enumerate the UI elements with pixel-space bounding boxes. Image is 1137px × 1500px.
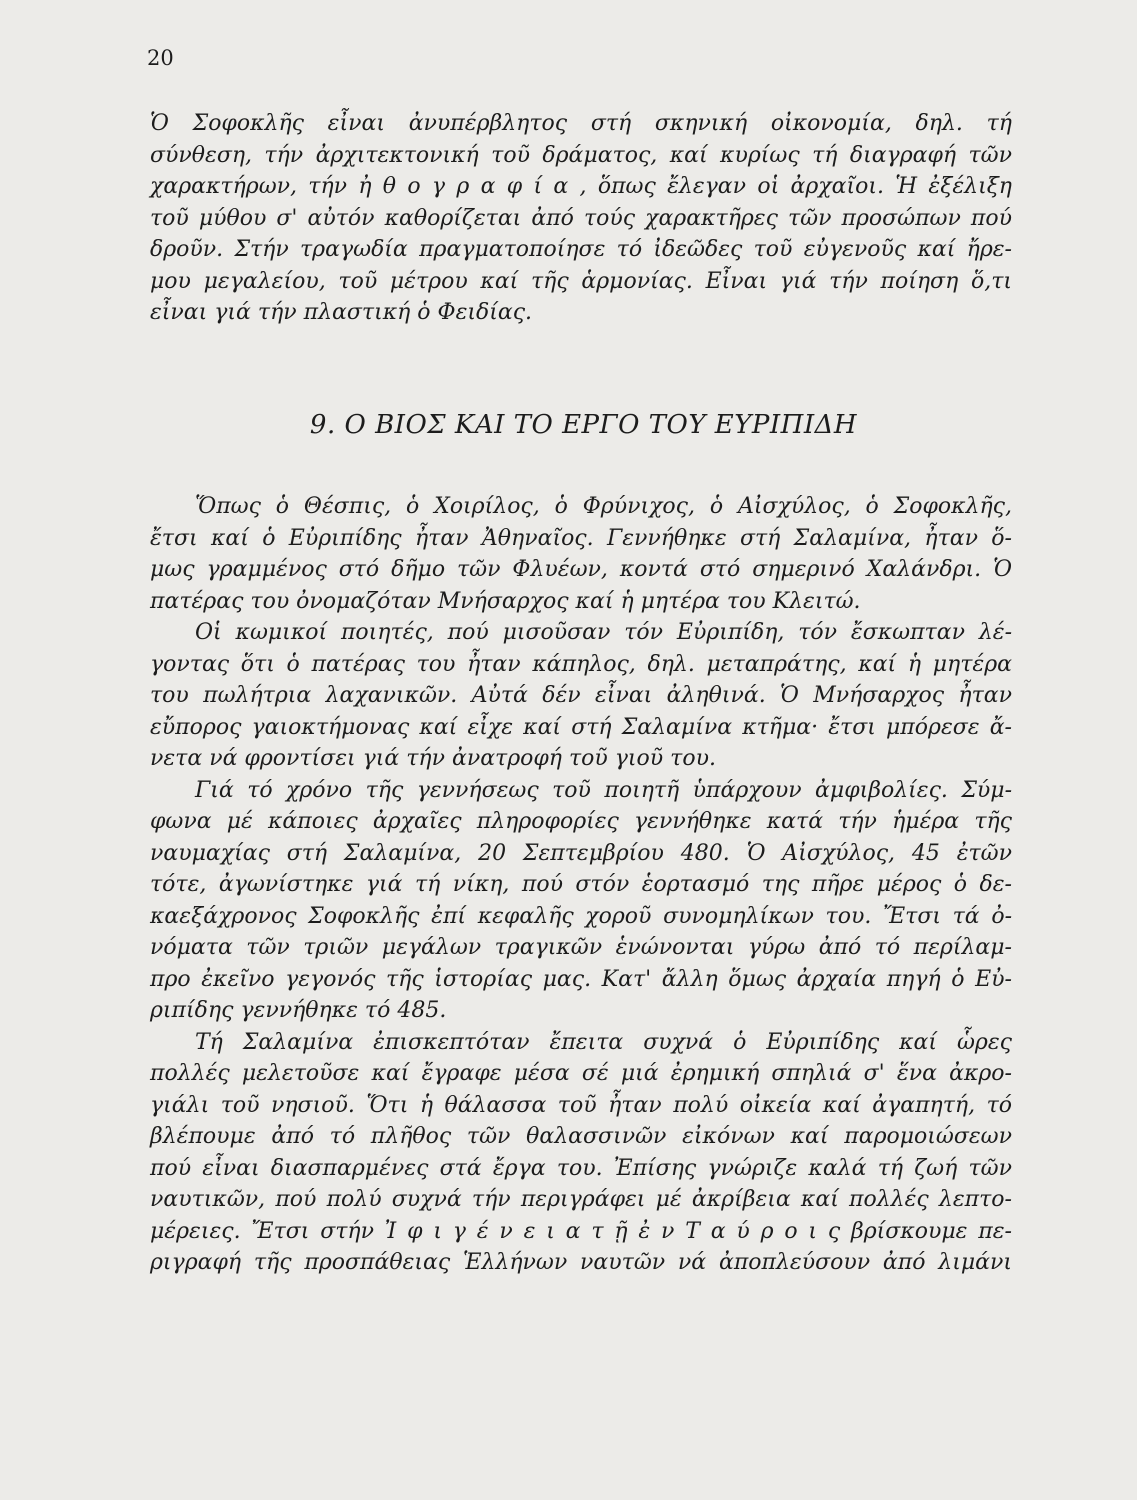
text-line: Τή Σαλαμίνα ἐπισκεπτόταν ἔπειτα συχνά ὁ Εὐριπίδης καί ὧρες [195, 1029, 1012, 1055]
intro-paragraph [150, 108, 1012, 329]
text-line: εἶναι γιά τήν πλαστική ὁ Φειδίας. [150, 300, 533, 325]
text-line: ναυμαχίας στή Σαλαμίνα, 20 Σεπτεμβρίου 480. Ὁ Αἰσχύλος, 45 ἐτῶν [150, 840, 1012, 866]
text-line: Ὁ Σοφοκλῆς εἶναι ἀνυπέρβλητος στή σκηνική οἰκονομία, δηλ. τή [150, 111, 1012, 136]
text-line: μέρειες. Ἔτσι στήν Ἰ φ ι γ έ ν ε ι α τ ῇ ἐ ν Τ α ύ ρ ο ι ς βρίσκουμε πε- [150, 1218, 1012, 1244]
text-line: ναυτικῶν, πού πολύ συχνά τήν περιγράφει μέ ἀκρίβεια καί πολλές λεπτο- [150, 1187, 1012, 1212]
text-line: πολλές μελετοῦσε καί ἔγραφε μέσα σέ μιά ἐρημική σπηλιά σ' ἕνα ἀκρο- [150, 1061, 1012, 1086]
paragraph [150, 617, 1012, 775]
text-line: ἔτσι καί ὁ Εὐριπίδης ἦταν Ἀθηναῖος. Γεννήθηκε στή Σαλαμίνα, ἦταν ὅ- [150, 525, 1012, 551]
text-line: ριγραφή τῆς προσπάθειας Ἑλλήνων ναυτῶν νά ἀποπλεύσουν ἀπό λιμάνι [150, 1250, 1012, 1275]
text-line: μως γραμμένος στό δῆμο τῶν Φλυέων, κοντά στό σημερινό Χαλάνδρι. Ὁ [150, 557, 1012, 582]
text-line: μου μεγαλείου, τοῦ μέτρου καί τῆς ἁρμονίας. Εἶναι γιά τήν ποίηση ὅ,τι [150, 268, 1012, 294]
text-line: γοντας ὅτι ὁ πατέρας του ἦταν κάπηλος, δηλ. μεταπράτης, καί ἡ μητέρα [150, 651, 1012, 677]
text-line: προ ἐκεῖνο γεγονός τῆς ἱστορίας μας. Κατ' ἄλλη ὅμως ἀρχαία πηγή ὁ Εὐ- [150, 966, 1012, 992]
text-line: καεξάχρονος Σοφοκλῆς ἐπί κεφαλῆς χοροῦ συνομηλίκων του. Ἔτσι τά ὀ- [150, 903, 1012, 929]
paragraph [150, 775, 1012, 1027]
text-line: Οἱ κωμικοί ποιητές, πού μισοῦσαν τόν Εὐριπίδη, τόν ἔσκωπταν λέ- [195, 620, 1012, 645]
text-line: χαρακτήρων, τήν ἠ θ ο γ ρ α φ ί α , ὅπως ἔλεγαν οἱ ἀρχαῖοι. Ἡ ἐξέλιξη [150, 174, 1012, 199]
text-line: του πωλήτρια λαχανικῶν. Αὐτά δέν εἶναι ἀληθινά. Ὁ Μνήσαρχος ἦταν [150, 683, 1012, 708]
text-line: πού εἶναι διασπαρμένες στά ἔργα του. Ἐπίσης γνώριζε καλά τή ζωή τῶν [150, 1155, 1012, 1181]
text-line: δροῦν. Στήν τραγωδία πραγματοποίησε τό ἰδεῶδες τοῦ εὐγενοῦς καί ἤρε- [150, 237, 1012, 262]
text-line: Ὅπως ὁ Θέσπις, ὁ Χοιρίλος, ὁ Φρύνιχος, ὁ Αἰσχύλος, ὁ Σοφοκλῆς, [195, 494, 1012, 519]
text-line: φωνα μέ κάποιες ἀρχαῖες πληροφορίες γεννήθηκε κατά τήν ἡμέρα τῆς [150, 809, 1012, 834]
text-line: εὔπορος γαιοκτήμονας καί εἶχε καί στή Σαλαμίνα κτῆμα· ἔτσι μπόρεσε ἄ- [150, 714, 1012, 740]
text-line: ριπίδης γεννήθηκε τό 485. [150, 998, 447, 1023]
paragraph [150, 1027, 1012, 1279]
body-text [150, 491, 1012, 1279]
text-line: πατέρας του ὀνομαζόταν Μνήσαρχος καί ἡ μητέρα του Κλειτώ. [150, 588, 861, 614]
text-line: τοῦ μύθου σ' αὐτόν καθορίζεται ἀπό τούς χαρακτῆρες τῶν προσώπων πού [150, 205, 1012, 231]
page-number: 20 [147, 46, 174, 70]
text-line: νετα νά φροντίσει γιά τήν ἀνατροφή τοῦ γιοῦ του. [150, 746, 716, 771]
text-line: νόματα τῶν τριῶν μεγάλων τραγικῶν ἑνώνονται γύρω ἀπό τό περίλαμ- [150, 935, 1012, 960]
text-line: Γιά τό χρόνο τῆς γεννήσεως τοῦ ποιητῆ ὑπάρχουν ἀμφιβολίες. Σύμ- [195, 777, 1012, 803]
text-line: βλέπουμε ἀπό τό πλῆθος τῶν θαλασσινῶν εἰκόνων καί παρομοιώσεων [150, 1124, 1012, 1149]
text-line: σύνθεση, τήν ἀρχιτεκτονική τοῦ δράματος, καί κυρίως τή διαγραφή τῶν [150, 142, 1012, 168]
section-heading: 9. Ο ΒΙΟΣ ΚΑΙ ΤΟ ΕΡΓΟ ΤΟΥ ΕΥΡΙΠΙΔΗ [309, 410, 858, 440]
text-line: τότε, ἀγωνίστηκε γιά τή νίκη, πού στόν ἑορτασμό της πῆρε μέρος ὁ δε- [150, 872, 1012, 897]
text-line: γιάλι τοῦ νησιοῦ. Ὅτι ἡ θάλασσα τοῦ ἦταν πολύ οἰκεία καί ἀγαπητή, τό [150, 1092, 1012, 1118]
paragraph [150, 491, 1012, 617]
